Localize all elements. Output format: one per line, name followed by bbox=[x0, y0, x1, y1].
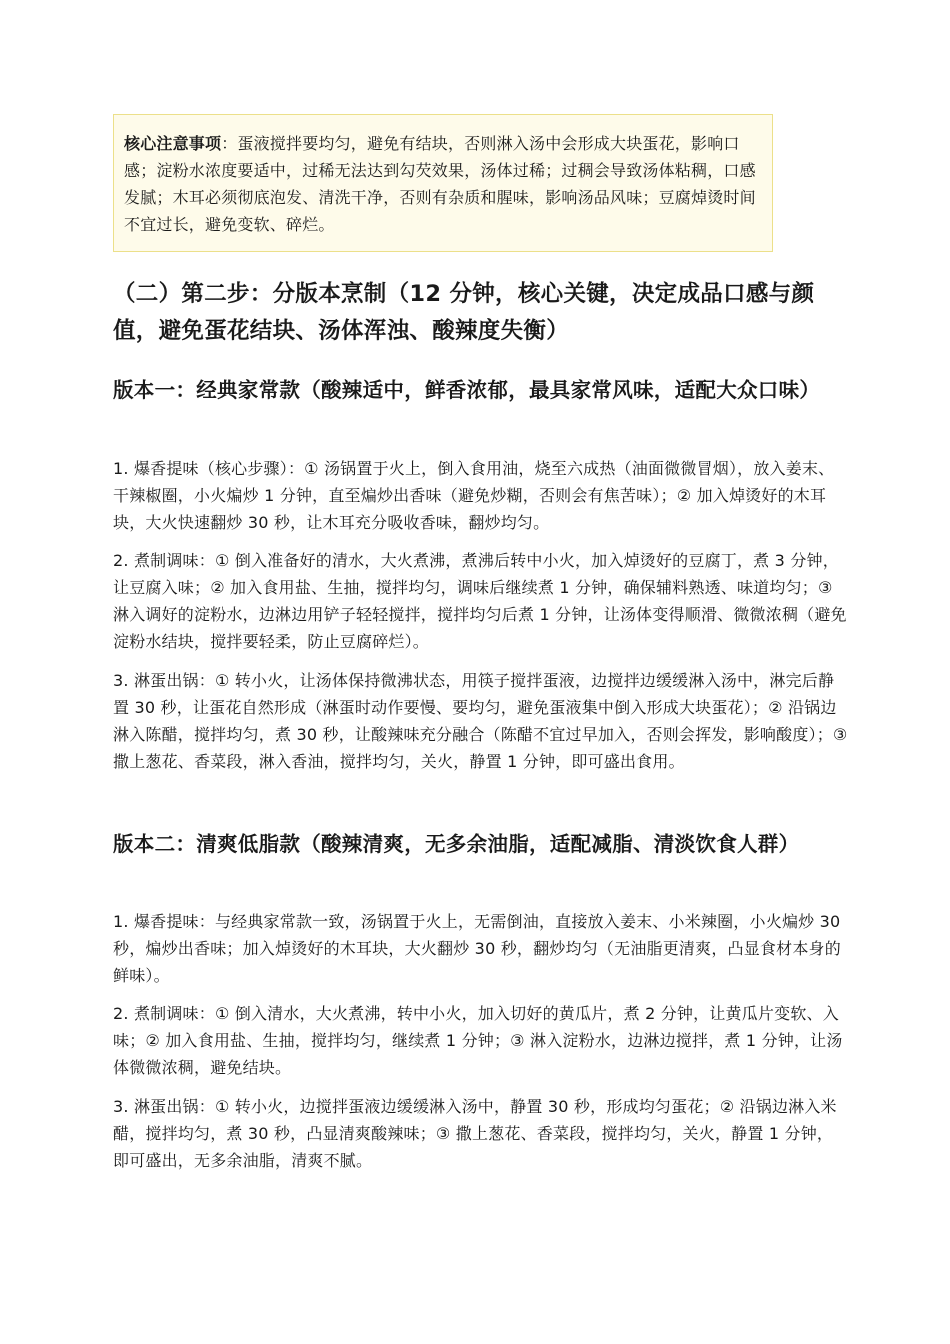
version-two-step-3: 3. 淋蛋出锅：① 转小火，边搅拌蛋液边缓缓淋入汤中，静置 30 秒，形成均匀蛋花；② 沿锅边淋入米醋，搅拌均匀，煮 30 秒，凸显清爽酸辣味；③ 撒上葱花、香菜段，搅拌均匀，关火，静置 1 分钟，即可盛出，无多余油脂，清爽不腻。 bbox=[113, 1097, 837, 1170]
version-two-step-1: 1. 爆香提味：与经典家常款一致，汤锅置于火上，无需倒油，直接放入姜末、小米辣圈，小火煸炒 30 秒，煸炒出香味；加入焯烫好的木耳块，大火翻炒 30 秒，翻炒均匀（无油脂更清爽，凸显食材本身的鲜味）。 bbox=[113, 912, 841, 985]
version-two-heading: 版本二：清爽低脂款（酸辣清爽，无多余油脂，适配减脂、清淡饮食人群） bbox=[113, 832, 800, 856]
version-one-step-1: 1. 爆香提味（核心步骤）：① 汤锅置于火上，倒入食用油，烧至六成热（油面微微冒烟），放入姜末、干辣椒圈，小火煸炒 1 分钟，直至煸炒出香味（避免炒糊，否则会有焦苦味）；② 加入焯烫好的木耳块，大火快速翻炒 30 秒，让木耳充分吸收香味，翻炒均匀。 bbox=[113, 459, 835, 532]
version-one-step-3: 3. 淋蛋出锅：① 转小火，让汤体保持微沸状态，用筷子搅拌蛋液，边搅拌边缓缓淋入汤中，淋完后静置 30 秒，让蛋花自然形成（淋蛋时动作要慢、要均匀，避免蛋液集中倒入形成大块蛋花）；② 沿锅边淋入陈醋，搅拌均匀，煮 30 秒，让酸辣味充分融合（陈醋不宜过早加入，否则会挥发，影响酸度）；③ 撒上葱花、香菜段，淋入香油，搅拌均匀，关火，静置 1 分钟，即可盛出食用。 bbox=[113, 671, 848, 771]
version-two-step-2: 2. 煮制调味：① 倒入清水，大火煮沸，转中小火，加入切好的黄瓜片，煮 2 分钟，让黄瓜片变软、入味；② 加入食用盐、生抽，搅拌均匀，继续煮 1 分钟；③ 淋入淀粉水，边淋边搅拌，煮 1 分钟，让汤体微微浓稠，避免结块。 bbox=[113, 1004, 843, 1077]
key-notes-label: 核心注意事项 bbox=[124, 134, 222, 153]
version-one-step-2: 2. 煮制调味：① 倒入准备好的清水，大火煮沸，煮沸后转中小火，加入焯烫好的豆腐丁，煮 3 分钟，让豆腐入味；② 加入食用盐、生抽，搅拌均匀，调味后继续煮 1 分钟，确保辅料熟透、味道均匀；③ 淋入调好的淀粉水，边淋边用铲子轻轻搅拌，搅拌均匀后煮 1 分钟，让汤体变得顺滑、微微浓稠（避免淀粉水结块，搅拌要轻柔，防止豆腐碎烂）。 bbox=[113, 551, 847, 651]
key-notes-text: ：蛋液搅拌要均匀，避免有结块，否则淋入汤中会形成大块蛋花，影响口感；淀粉水浓度要适中，过稀无法达到勾芡效果，汤体过稀；过稠会导致汤体粘稠，口感发腻；木耳必须彻底泡发、清洗干净，否则有杂质和腥味，影响汤品风味；豆腐焯烫时间不宜过长，避免变软、碎烂。 bbox=[124, 134, 756, 234]
key-notes-callout bbox=[113, 114, 773, 252]
step-two-heading: （二）第二步：分版本烹制（12 分钟，核心关键，决定成品口感与颜值，避免蛋花结块、汤体浑浊、酸辣度失衡） bbox=[113, 281, 815, 344]
version-one-heading: 版本一：经典家常款（酸辣适中，鲜香浓郁，最具家常风味，适配大众口味） bbox=[113, 378, 821, 402]
